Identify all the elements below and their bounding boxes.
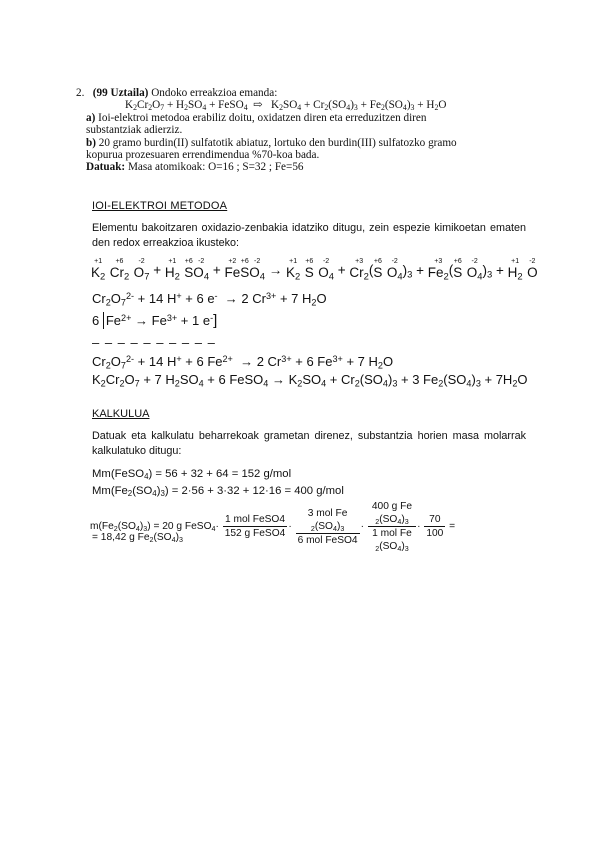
ox-number: -2 [529, 258, 536, 265]
factor-stoich: 3 mol Fe $_2(SO_4)_3$ 6 mol FeSO4 [297, 507, 358, 546]
ox-number: +3 [355, 258, 364, 265]
molar-mass-fe2so43: $Mm(Fe_2(SO_4)_3) = 2\cdot 56 + 3\cdot 32 + 12\cdot 16 = 400$ g/mol [92, 485, 344, 498]
multiplier: 6 [92, 313, 100, 328]
ox-number: +1 [168, 258, 177, 265]
method-intro: Elementu bakoitzaren oxidazio-zenbakia idatziko ditugu, zein espezie kimikoetan ematen den redox erreakzioa ikusteko: [92, 222, 526, 249]
arrow-icon: ⇨ [253, 99, 263, 112]
problem-intro: Ondoko erreakzioa emanda: [151, 87, 278, 99]
part-a-text: Ioi-elektroi metodoa erabiliz doitu, oxidatzen diren eta erreduzitzen diren substantziak adierziz. [86, 111, 427, 137]
ox-number: -2 [138, 258, 145, 265]
frac-num: 400 g Fe [371, 501, 413, 512]
data-label: Datuak: [86, 161, 126, 174]
ox-number: -2 [322, 258, 330, 265]
factor-yield [424, 513, 445, 540]
ox-number: -2 [254, 258, 261, 265]
ox-number: -2 [391, 258, 398, 265]
molar-mass-feso4: Mm(FeSO$_4$) = 56 + 32 + 64 = 152 g/mol [92, 468, 292, 481]
method-heading: IOI-ELEKTROI METODOA [92, 200, 228, 212]
ionic-equation: $Cr_2O_7^{2-} + 14$ H+ + 6 $Fe^{2+} \to 2$ $Cr^{3+} + 6$ $Fe^{3+} + 7$ $H_2O$ [92, 353, 394, 371]
ox-number: -2 [471, 258, 478, 265]
problem-source: (99 Uztaila) [92, 87, 149, 99]
calc-heading: KALKULUA [92, 408, 150, 420]
calc-result: = 18,42 g $Fe_2(SO_4)_3$ [92, 532, 183, 544]
problem-header-line [76, 87, 506, 99]
mm1-value: = 56 + 32 + 64 = 152 g/mol [155, 468, 292, 480]
problem-part-a [76, 112, 446, 137]
separator-line: – – – – – – – – – – [92, 335, 216, 350]
half-reaction-reduction: $Cr_2O_7^{2-} + 14$ H+ + 6 e- → 2 $Cr^{3+} + 7$ $H_2O$ [92, 290, 327, 308]
given-mass: = 20 g FeSO [153, 521, 212, 532]
part-b-label: b) [86, 136, 96, 149]
factor-molar-feso4 [223, 513, 288, 540]
ox-number: +2 [228, 258, 237, 265]
part-b-text: 20 gramo burdin(II) sulfatotik abiatuz, lortuko den burdin(III) sulfatozko gramo kopurua prozesuaren errendimendua %70-koa bada. [86, 136, 457, 162]
conversion-chain: $m(Fe_2(SO_4)_3) = 20$ g FeSO$_4$· $\frac{\text{1 mol FeSO4}}{\text{152 g FeSO4}}$ · 3 mol Fe $_2(SO_4)_3$ 6 mol FeSO4 · 400 g Fe $_2(SO_4)_3$ 1 mol Fe $_2(SO_4)_3$ · $\frac{70}{100}$ = [90, 501, 456, 553]
frac-den: 1 mol Fe [372, 528, 412, 539]
data-text: Masa atomikoak: O=16 ; S=32 ; Fe=56 [127, 161, 304, 174]
ox-number: +1 [289, 258, 298, 265]
ox-number: +6 [373, 258, 382, 265]
close-bracket-icon: ] [213, 312, 218, 329]
ox-number: -2 [198, 258, 205, 265]
calc-intro: Datuak eta kalkulatu beharrekoak grametan direnez, substantzia horien masa molarrak kalkulatuko ditugu: [92, 430, 526, 457]
mm2-value: = 2·56 + 3·32 + 12·16 = 400 g/mol [171, 485, 344, 497]
half-reaction-oxidation: 6 $Fe^{2+} \to Fe^{3+} + 1$ e-] [92, 312, 218, 329]
part-a-label: a) [86, 111, 96, 124]
problem-number: 2. [76, 87, 85, 99]
ox-number: +1 [94, 258, 103, 265]
ox-number: +6 [453, 258, 462, 265]
molecular-equation: $K_2Cr_2O_7 + 7$ $H_2SO_4 + 6$ FeSO$_4$ → $K_2SO_4 + Cr_2(SO_4)_3 + 3$ $Fe_2(SO_4)_3 + 7H_2O$ [92, 372, 528, 389]
oxidation-equation: +1 $K_2$ +6 $Cr_2$ -2 $O_7$ + +1 $H_2$ +6 S -2 $O_4$ + +2 Fe +6 S -2 $O_4$ → +1 $K_2$ +6 S -2 $O_4$ + +3 $Cr_2$ ( +6 S -2 $O_4$ )$_3$ + +3 $Fe_2$ ( +6 S -2 $O_4$ )$_3$ + +1 $H_2$ -2 O [91, 258, 538, 283]
problem-data [76, 161, 506, 173]
factor-molar-fe2so43: 400 g Fe $_2(SO_4)_3$ 1 mol Fe $_2(SO_4)_3$ [368, 500, 416, 553]
frac-num: 70 [424, 513, 445, 527]
problem-part-b [76, 137, 464, 162]
frac-num: 1 mol FeSO4 [223, 513, 288, 527]
ox-number: +6 [240, 258, 249, 265]
problem-statement [76, 87, 506, 174]
frac-den: 100 [426, 528, 444, 539]
ox-number: +6 [184, 258, 193, 265]
frac-den: 152 g FeSO4 [224, 528, 286, 539]
ox-number: +3 [434, 258, 443, 265]
ox-number: +6 [115, 258, 124, 265]
ox-number: +6 [305, 258, 314, 265]
frac-den: 6 mol FeSO4 [297, 534, 358, 546]
frac-num: 3 mol Fe [307, 507, 348, 519]
ox-number: +1 [511, 258, 520, 265]
result-value: = 18,42 g Fe [92, 532, 150, 543]
problem-equation: $K_2Cr_2O_7 + H_2SO_4$ + FeSO$_4$ ⇨ $K_2SO_4 + Cr_2(SO_4)_3 + Fe_2(SO_4)_3 + H_2O$ [125, 99, 447, 113]
